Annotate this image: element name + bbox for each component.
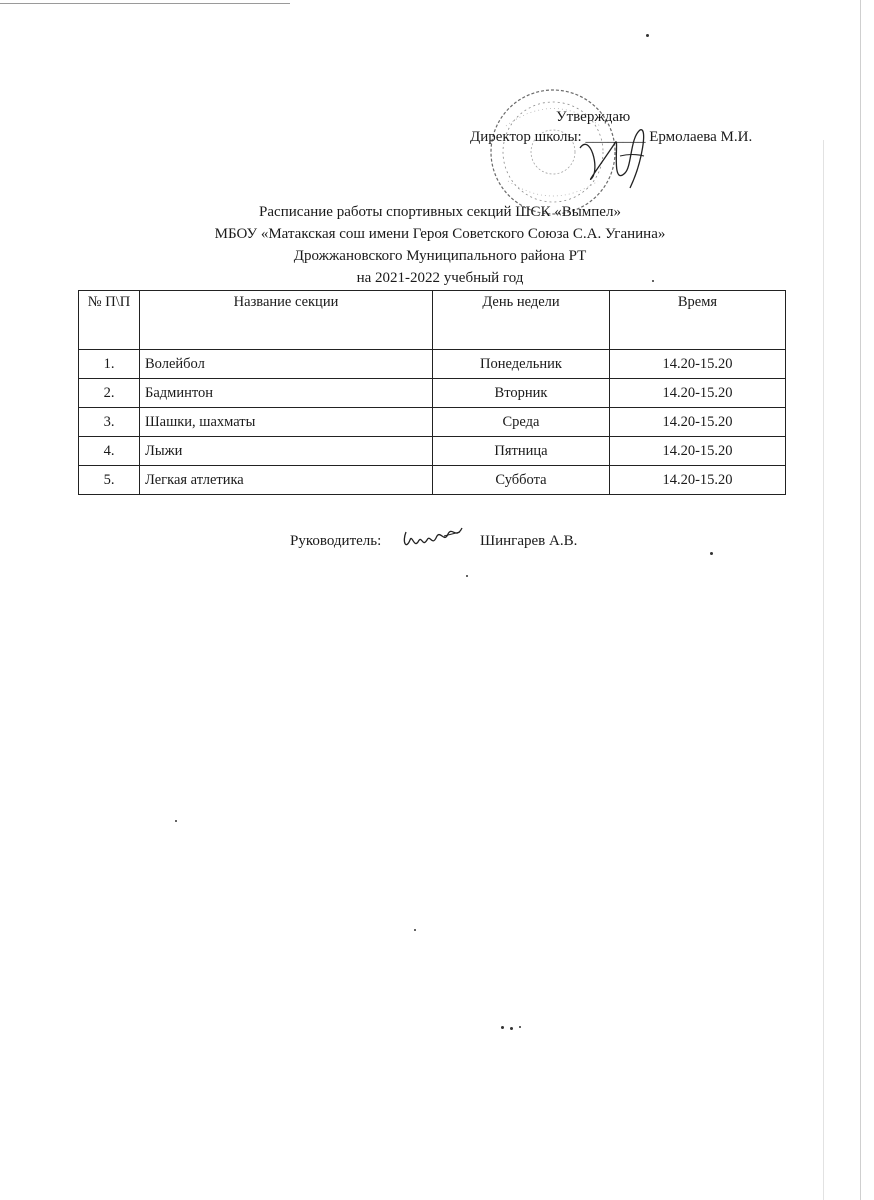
scan-speck <box>510 1027 513 1030</box>
title-line-2: МБОУ «Матакская сош имени Героя Советского Союза С.А. Уганина» <box>214 226 666 242</box>
scan-speck <box>414 929 416 931</box>
director-signature-icon <box>570 118 660 198</box>
row-num: 3. <box>79 408 140 437</box>
title-line-4: на 2021-2022 учебный год <box>356 270 524 286</box>
scan-speck <box>175 820 177 822</box>
approval-line-2: Директор школы: ________ Ермолаева М.И. <box>470 129 753 145</box>
row-day: Пятница <box>433 437 610 466</box>
header-day: День недели <box>433 291 610 350</box>
row-num: 4. <box>79 437 140 466</box>
table-header-row <box>79 291 786 350</box>
table-row <box>79 350 786 379</box>
row-section: Бадминтон <box>140 379 433 408</box>
row-time: 14.20-15.20 <box>610 379 786 408</box>
scan-speck <box>652 280 654 282</box>
scan-speck <box>501 1026 504 1029</box>
table-row <box>79 437 786 466</box>
leader-name: Шингарев А.В. <box>480 533 578 549</box>
table-row <box>79 466 786 495</box>
leader-label: Руководитель: <box>290 533 382 549</box>
row-section: Шашки, шахматы <box>140 408 433 437</box>
row-time: 14.20-15.20 <box>610 350 786 379</box>
title-line-3: Дрожжановского Муниципального района РТ <box>293 248 587 264</box>
scan-edge-top <box>0 3 290 4</box>
row-section: Лыжи <box>140 437 433 466</box>
header-section: Название секции <box>140 291 433 350</box>
scan-edge-right-2 <box>823 140 824 1200</box>
scan-speck <box>710 552 713 555</box>
scan-speck <box>466 575 468 577</box>
row-time: 14.20-15.20 <box>610 466 786 495</box>
row-section: Волейбол <box>140 350 433 379</box>
approval-line-1: Утверждаю <box>556 109 631 125</box>
title-line-1: Расписание работы спортивных секций ШСК «Вымпел» <box>259 204 621 220</box>
header-time: Время <box>610 291 786 350</box>
row-day: Суббота <box>433 466 610 495</box>
leader-signature-icon <box>400 522 466 556</box>
leader-block <box>290 531 578 551</box>
row-time: 14.20-15.20 <box>610 408 786 437</box>
row-day: Вторник <box>433 379 610 408</box>
header-num: № П\П <box>79 291 140 350</box>
row-section: Легкая атлетика <box>140 466 433 495</box>
table-row <box>79 408 786 437</box>
row-num: 1. <box>79 350 140 379</box>
scan-speck <box>519 1026 521 1028</box>
row-num: 5. <box>79 466 140 495</box>
row-num: 2. <box>79 379 140 408</box>
row-day: Среда <box>433 408 610 437</box>
scan-speck <box>646 34 649 37</box>
scan-edge-right <box>860 0 861 1200</box>
table-row <box>79 379 786 408</box>
row-day: Понедельник <box>433 350 610 379</box>
row-time: 14.20-15.20 <box>610 437 786 466</box>
schedule-table <box>78 290 786 495</box>
